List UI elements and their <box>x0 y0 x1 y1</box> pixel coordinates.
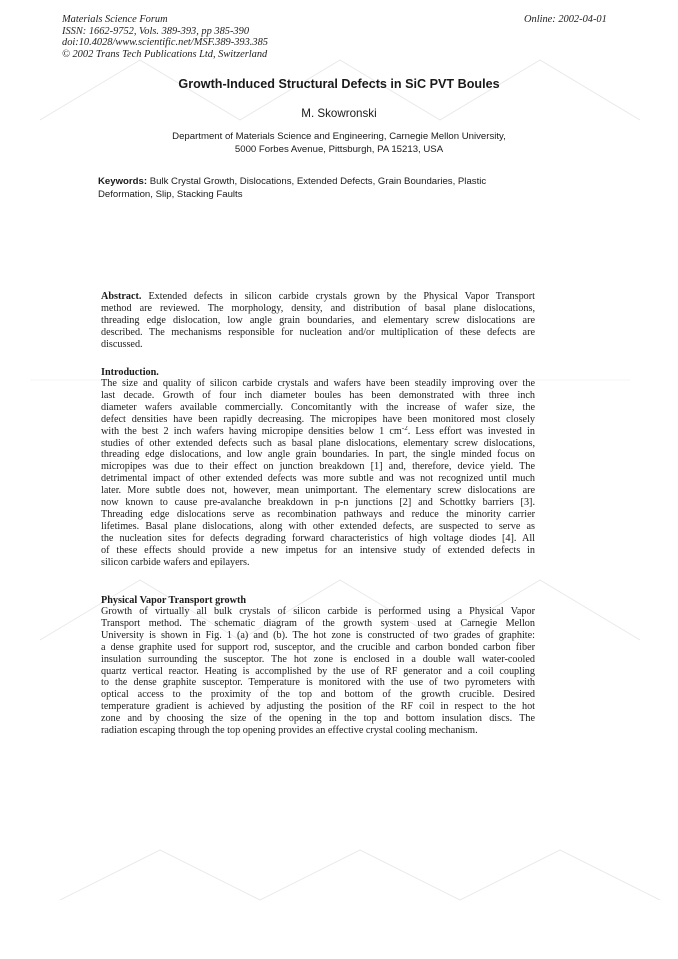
body-line: insulation surrounding the susceptor. The hot zone is enclosed in a double wall water-cooled <box>101 653 535 665</box>
body-line: Transport method. The schematic diagram of the growth system used at Carnegie Mellon <box>101 617 535 629</box>
affiliation-line-2: 5000 Forbes Avenue, Pittsburgh, PA 15213, USA <box>234 143 444 155</box>
abstract-line: described. The mechanisms responsible for nucleation and/or multiplication of these defects are <box>101 326 535 338</box>
body-line: threading edge dislocations, and low angle grain boundaries. In part, the single minded focus on <box>101 449 535 461</box>
body-line: a dense graphite used for support rod, susceptor, and the crucible and carbon bonded carbon fiber <box>101 641 535 653</box>
abstract-label: Abstract. <box>101 291 142 302</box>
pvt-body <box>101 606 535 737</box>
pvt-heading: Physical Vapor Transport growth <box>101 595 247 606</box>
journal-name: Materials Science Forum <box>62 14 168 25</box>
body-line: micropipes was due to their effect on junction breakdown [1] and, therefore, device yield. The <box>101 461 535 473</box>
introduction-heading: Introduction. <box>101 367 159 378</box>
body-line: University is shown in Fig. 1 (a) and (b). The hot zone is constructed of two grades of graphite: <box>101 629 535 641</box>
body-line: silicon carbide wafers and epilayers. <box>101 556 250 568</box>
body-line: Threading edge dislocations serve as recombination pathways and reduce the minority carrier <box>101 508 535 520</box>
journal-doi: doi:10.4028/www.scientific.net/MSF.389-393.385 <box>62 37 268 48</box>
journal-info <box>62 14 268 60</box>
body-line: zone and by choosing the size of the opening in the top and bottom insulation discs. The <box>101 713 535 725</box>
body-line: Growth of virtually all bulk crystals of silicon carbide is performed using a Physical Vapor <box>101 606 535 617</box>
keywords <box>98 176 538 201</box>
body-line: The size and quality of silicon carbide crystals and wafers have been steadily improving over the <box>101 378 535 389</box>
body-line: diameter wafers available commercially. Concomitantly with the increase of wafer size, the <box>101 401 535 413</box>
body-line: detrimental impact of other extended defects was more subtle and was not recognized until much <box>101 473 535 485</box>
keywords-line-1: Bulk Crystal Growth, Dislocations, Extended Defects, Grain Boundaries, Plastic <box>147 176 487 187</box>
body-line: last decade. Growth of four inch diameter boules has been demonstrated with three inch <box>101 389 535 401</box>
body-line: later. More subtle does not, however, mean unimportant. The elementary screw dislocations are <box>101 485 535 497</box>
body-line: optical access to the proximity of the top and bottom of the growth crucible. Desired <box>101 689 535 701</box>
body-line: with the best 2 inch wafers having micropipe densities below 1 $cm^{-2}$. Less effort was invested in <box>101 425 535 437</box>
body-line: radiation escaping through the top opening provides an effective crystal cooling mechanism. <box>101 725 478 737</box>
body-line: to the dense graphite susceptor. Temperature is monitored with the use of two pyrometers with <box>101 677 535 689</box>
journal-issn: ISSN: 1662-9752, Vols. 389-393, pp 385-390 <box>62 25 250 37</box>
abstract <box>101 291 535 351</box>
paper-title: Growth-Induced Structural Defects in SiC PVT Boules <box>178 77 500 91</box>
keywords-line-2: Deformation, Slip, Stacking Faults <box>98 188 243 200</box>
superscript: -2 <box>401 425 408 432</box>
keywords-label: Keywords: <box>98 176 148 187</box>
body-line: the nucleation sites for defects degrading forward characteristics of high voltage diodes [4]. All <box>101 532 535 544</box>
abstract-line: discussed. <box>101 338 143 350</box>
author-affiliation <box>0 131 678 156</box>
body-line: now known to cause pre-avalanche breakdown in p-n junctions [2] and Schottky barriers [3]. <box>101 497 535 509</box>
affiliation-line-1: Department of Materials Science and Engineering, Carnegie Mellon University, <box>172 131 506 142</box>
abstract-line: method are reviewed. The morphology, density, and distribution of basal plane dislocations, <box>101 302 535 314</box>
body-line: defect densities have been rapidly decreasing. The micropipes have been monitored most closely <box>101 413 535 425</box>
abstract-line: Abstract. Extended defects in silicon carbide crystals grown by the Physical Vapor Transport <box>101 291 535 302</box>
paper-author: M. Skowronski <box>301 107 377 120</box>
body-line: studies of other extended defects such as basal plane dislocations, elementary screw dislocations, <box>101 437 535 449</box>
body-line: quartz vertical reactor. Heating is accomplished by the use of RF generator and a coil coupling <box>101 665 535 677</box>
abstract-line: threading edge dislocation, low angle grain boundaries, and elementary screw dislocations are <box>101 314 535 326</box>
online-date: Online: 2002-04-01 <box>524 14 607 25</box>
introduction-body <box>101 378 535 569</box>
body-line: lifetimes. Basal plane dislocations, along with other extended defects, are suspected to serve as <box>101 520 535 532</box>
body-line: temperature gradient is achieved by adjusting the position of the RF coil in respect to the hot <box>101 701 535 713</box>
body-line: of these effects should provide a new impetus for an intensive study of extended defects in <box>101 544 535 556</box>
journal-copyright: © 2002 Trans Tech Publications Ltd, Switzerland <box>62 48 268 60</box>
